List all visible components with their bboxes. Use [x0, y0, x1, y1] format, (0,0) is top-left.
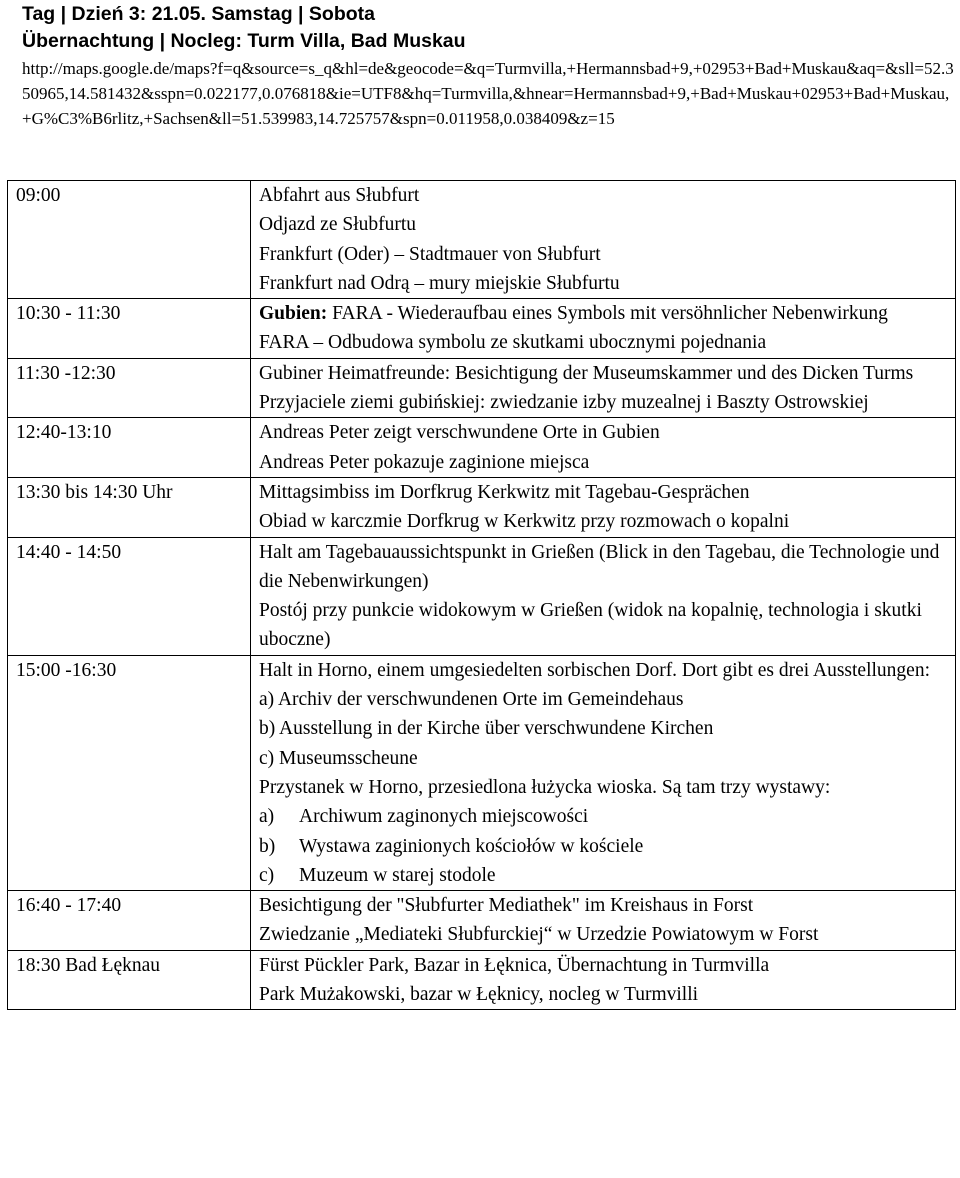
list-marker: c) — [259, 864, 275, 886]
description-line: Przystanek w Horno, przesiedlona łużycka wioska. Są tam trzy wystawy: — [259, 776, 831, 798]
time-cell: 11:30 -12:30 — [8, 358, 251, 418]
schedule-table — [7, 180, 956, 1010]
time-cell: 14:40 - 14:50 — [8, 537, 251, 655]
description-cell — [251, 299, 956, 359]
description-line: Odjazd ze Słubfurtu — [259, 214, 417, 236]
time-cell: 15:00 -16:30 — [8, 655, 251, 890]
description-cell — [251, 950, 956, 1010]
table-row — [8, 299, 956, 359]
description-line: Andreas Peter pokazuje zaginione miejsca — [259, 451, 590, 473]
time-cell: 10:30 - 11:30 — [8, 299, 251, 359]
table-row — [8, 655, 956, 890]
accommodation-heading: Übernachtung | Nocleg: Turm Villa, Bad Muskau — [22, 30, 466, 52]
description-line: Park Mużakowski, bazar w Łęknicy, nocleg w Turmvilli — [259, 984, 699, 1006]
description-line: Obiad w karczmie Dorfkrug w Kerkwitz przy rozmowach o kopalni — [259, 511, 790, 533]
description-cell — [251, 477, 956, 537]
list-item-text: Muzeum w starej stodole — [299, 864, 496, 886]
description-line: Zwiedzanie „Mediateki Słubfurckiej“ w Urzedzie Powiatowym w Forst — [259, 924, 819, 946]
description-cell — [251, 181, 956, 299]
table-row — [8, 477, 956, 537]
table-row — [8, 418, 956, 478]
time-cell: 09:00 — [8, 181, 251, 299]
description-line — [259, 299, 947, 328]
description-line: Przyjaciele ziemi gubińskiej: zwiedzanie izby muzealnej i Baszty Ostrowskiej — [259, 392, 869, 414]
description-line: FARA – Odbudowa symbolu ze skutkami ubocznymi pojednania — [259, 332, 767, 354]
description-cell — [251, 655, 956, 890]
list-item: b) Ausstellung in der Kirche über verschwundene Kirchen — [259, 718, 714, 740]
description-line: Mittagsimbiss im Dorfkrug Kerkwitz mit Tagebau-Gesprächen — [259, 481, 750, 503]
description-line: Postój przy punkcie widokowym w Grießen (widok na kopalnię, technologia i skutki uboczne) — [259, 600, 922, 651]
description-line: Halt in Horno, einem umgesiedelten sorbischen Dorf. Dort gibt es drei Ausstellungen: — [259, 659, 930, 681]
page-header — [22, 1, 958, 131]
table-row — [8, 181, 956, 299]
table-row — [8, 891, 956, 951]
table-row — [8, 537, 956, 655]
list-item: a) Archiv der verschwundenen Orte im Gemeindehaus — [259, 689, 684, 711]
list-item: c) Museumsscheune — [259, 747, 418, 769]
description-line: Abfahrt aus Słubfurt — [259, 185, 420, 206]
time-cell: 13:30 bis 14:30 Uhr — [8, 477, 251, 537]
description-line: Gubiner Heimatfreunde: Besichtigung der Museumskammer und des Dicken Turms — [259, 362, 914, 384]
table-row — [8, 950, 956, 1010]
description-line: Andreas Peter zeigt verschwundene Orte in Gubien — [259, 422, 660, 444]
list-item — [259, 832, 947, 861]
description-cell — [251, 891, 956, 951]
time-cell: 12:40-13:10 — [8, 418, 251, 478]
map-link[interactable]: http://maps.google.de/maps?f=q&source=s_q&hl=de&geocode=&q=Turmvilla,+Hermannsbad+9,+02953+Bad+Muskau&aq=&sll=52.350965,14.581432&sspn=0.022177,0.076818&ie=UTF8&hq=Turmvilla,&hnear=Hermannsbad+9,+Bad+Muskau+02953+Bad+Muskau,+G%C3%B6rlitz,+Sachsen&ll=51.539983,14.725757&spn=0.011958,0.038409&z=15 — [22, 59, 954, 128]
description-line: Fürst Pückler Park, Bazar in Łęknica, Übernachtung in Turmvilla — [259, 954, 770, 976]
table-row — [8, 358, 956, 418]
day-heading: Tag | Dzień 3: 21.05. Samstag | Sobota — [22, 3, 375, 25]
time-cell: 18:30 Bad Łęknau — [8, 950, 251, 1010]
description-line: Frankfurt nad Odrą – mury miejskie Słubfurtu — [259, 272, 620, 294]
list-item-text: Wystawa zaginionych kościołów w kościele — [299, 835, 644, 857]
description-line: Frankfurt (Oder) – Stadtmauer von Słubfurt — [259, 243, 601, 265]
place-label: Gubien: — [259, 303, 328, 325]
description-cell — [251, 358, 956, 418]
description-cell — [251, 418, 956, 478]
description-text: FARA - Wiederaufbau eines Symbols mit versöhnlicher Nebenwirkung — [327, 303, 888, 325]
description-line: Halt am Tagebauaussichtspunkt in Grießen (Blick in den Tagebau, die Technologie und die Nebenwirkungen) — [259, 541, 940, 592]
list-marker: b) — [259, 835, 276, 857]
list-item — [259, 802, 947, 831]
time-cell: 16:40 - 17:40 — [8, 891, 251, 951]
list-item-text: Archiwum zaginonych miejscowości — [299, 806, 589, 828]
list-marker: a) — [259, 806, 275, 828]
list-item — [259, 861, 947, 890]
description-cell — [251, 537, 956, 655]
description-line: Besichtigung der "Słubfurter Mediathek" im Kreishaus in Forst — [259, 895, 754, 917]
